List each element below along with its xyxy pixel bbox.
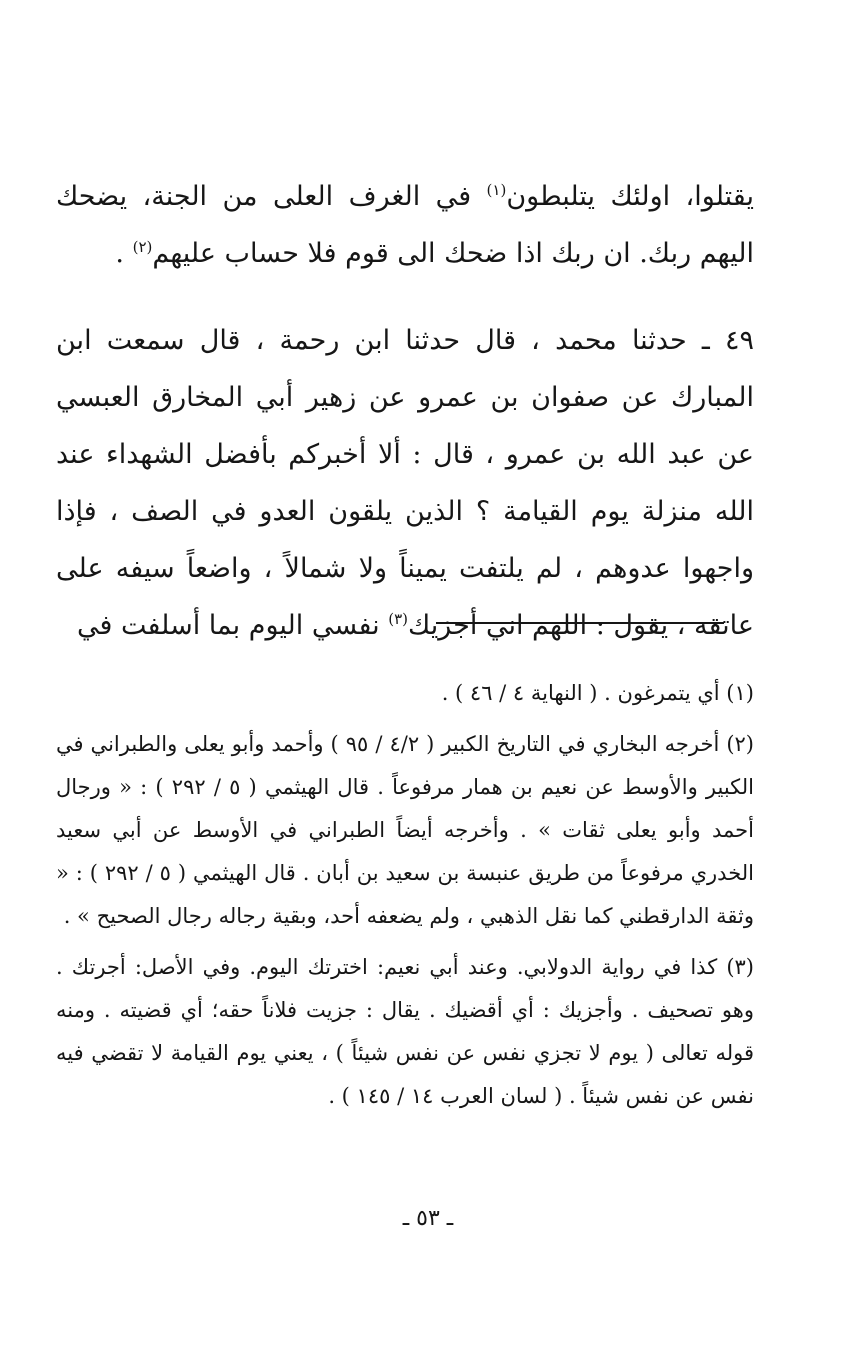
- page-number: ـ ٥٣ ـ: [402, 1206, 454, 1231]
- text-run: يقتلوا، اولئك يتلبطون: [506, 181, 754, 212]
- footnotes: [56, 672, 754, 1126]
- hadith-49-paragraph: [56, 312, 754, 654]
- footnote-1: (١) أي يتمرغون . ( النهاية ٤ / ٤٦ ) .: [441, 681, 754, 705]
- footnote-2: (٢) أخرجه البخاري في التاريخ الكبير ( ٤/٢ / ٩٥ ) وأحمد وأبو يعلى والطبراني في الكبير والأوسط عن نعيم بن همار مرفوعاً . قال الهيثمي ( ٥ / ٢٩٢ ) : « ورجال أحمد وأبو يعلى ثقات » . وأخرجه أيضاً الطبراني في الأوسط عن أبي سعيد الخدري مرفوعاً من طريق عنبسة بن سعيد بن أبان . قال الهيثمي ( ٥ / ٢٩٢ ) : « وثقة الدارقطني كما نقل الذهبي ، ولم يضعفه أحد، وبقية رجاله رجال الصحيح » .: [56, 732, 754, 928]
- footnote-ref-1[interactable]: (١): [486, 181, 507, 199]
- text-run: .: [115, 238, 133, 269]
- text-run: نفسي اليوم بما أسلفت في: [77, 610, 389, 641]
- footnote-3: (٣) كذا في رواية الدولابي. وعند أبي نعيم: اخترتك اليوم. وفي الأصل: أجرتك . وهو تصحيف . وأجزيك : أي أقضيك . يقال : جزيت فلاناً حقه؛ أي قضيته . ومنه قوله تعالى ( يوم لا تجزي نفس عن نفس شيئاً ) ، يعني يوم القيامة لا تقضي فيه نفس عن نفس شيئاً . ( لسان العرب ١٤ / ١٤٥ ) .: [56, 955, 754, 1108]
- footnote-separator: [436, 622, 724, 624]
- footnote-ref-3[interactable]: (٣): [388, 610, 408, 628]
- footnote-ref-2[interactable]: (٢): [132, 238, 153, 256]
- text-run: في الغرف العلى من الجنة، يضحك اليهم ربك. ان ربك اذا ضحك الى قوم فلا حساب عليهم: [56, 181, 754, 269]
- main-text: [56, 168, 754, 654]
- paragraph-continuation: [56, 168, 754, 282]
- text-run: ٤٩ ـ حدثنا محمد ، قال حدثنا ابن رحمة ، قال سمعت ابن المبارك عن صفوان بن عمرو عن زهير أبي المخارق العبسي عن عبد الله بن عمرو ، قال : ألا أخبركم بأفضل الشهداء عند الله منزلة يوم القيامة ؟ الذين يلقون العدو في الصف ، فإذا واجهوا عدوهم ، لم يلتفت يميناً ولا شمالاً ، واضعاً سيفه على عاتقه ، يقول : اللهم اني أجزيك: [56, 325, 754, 641]
